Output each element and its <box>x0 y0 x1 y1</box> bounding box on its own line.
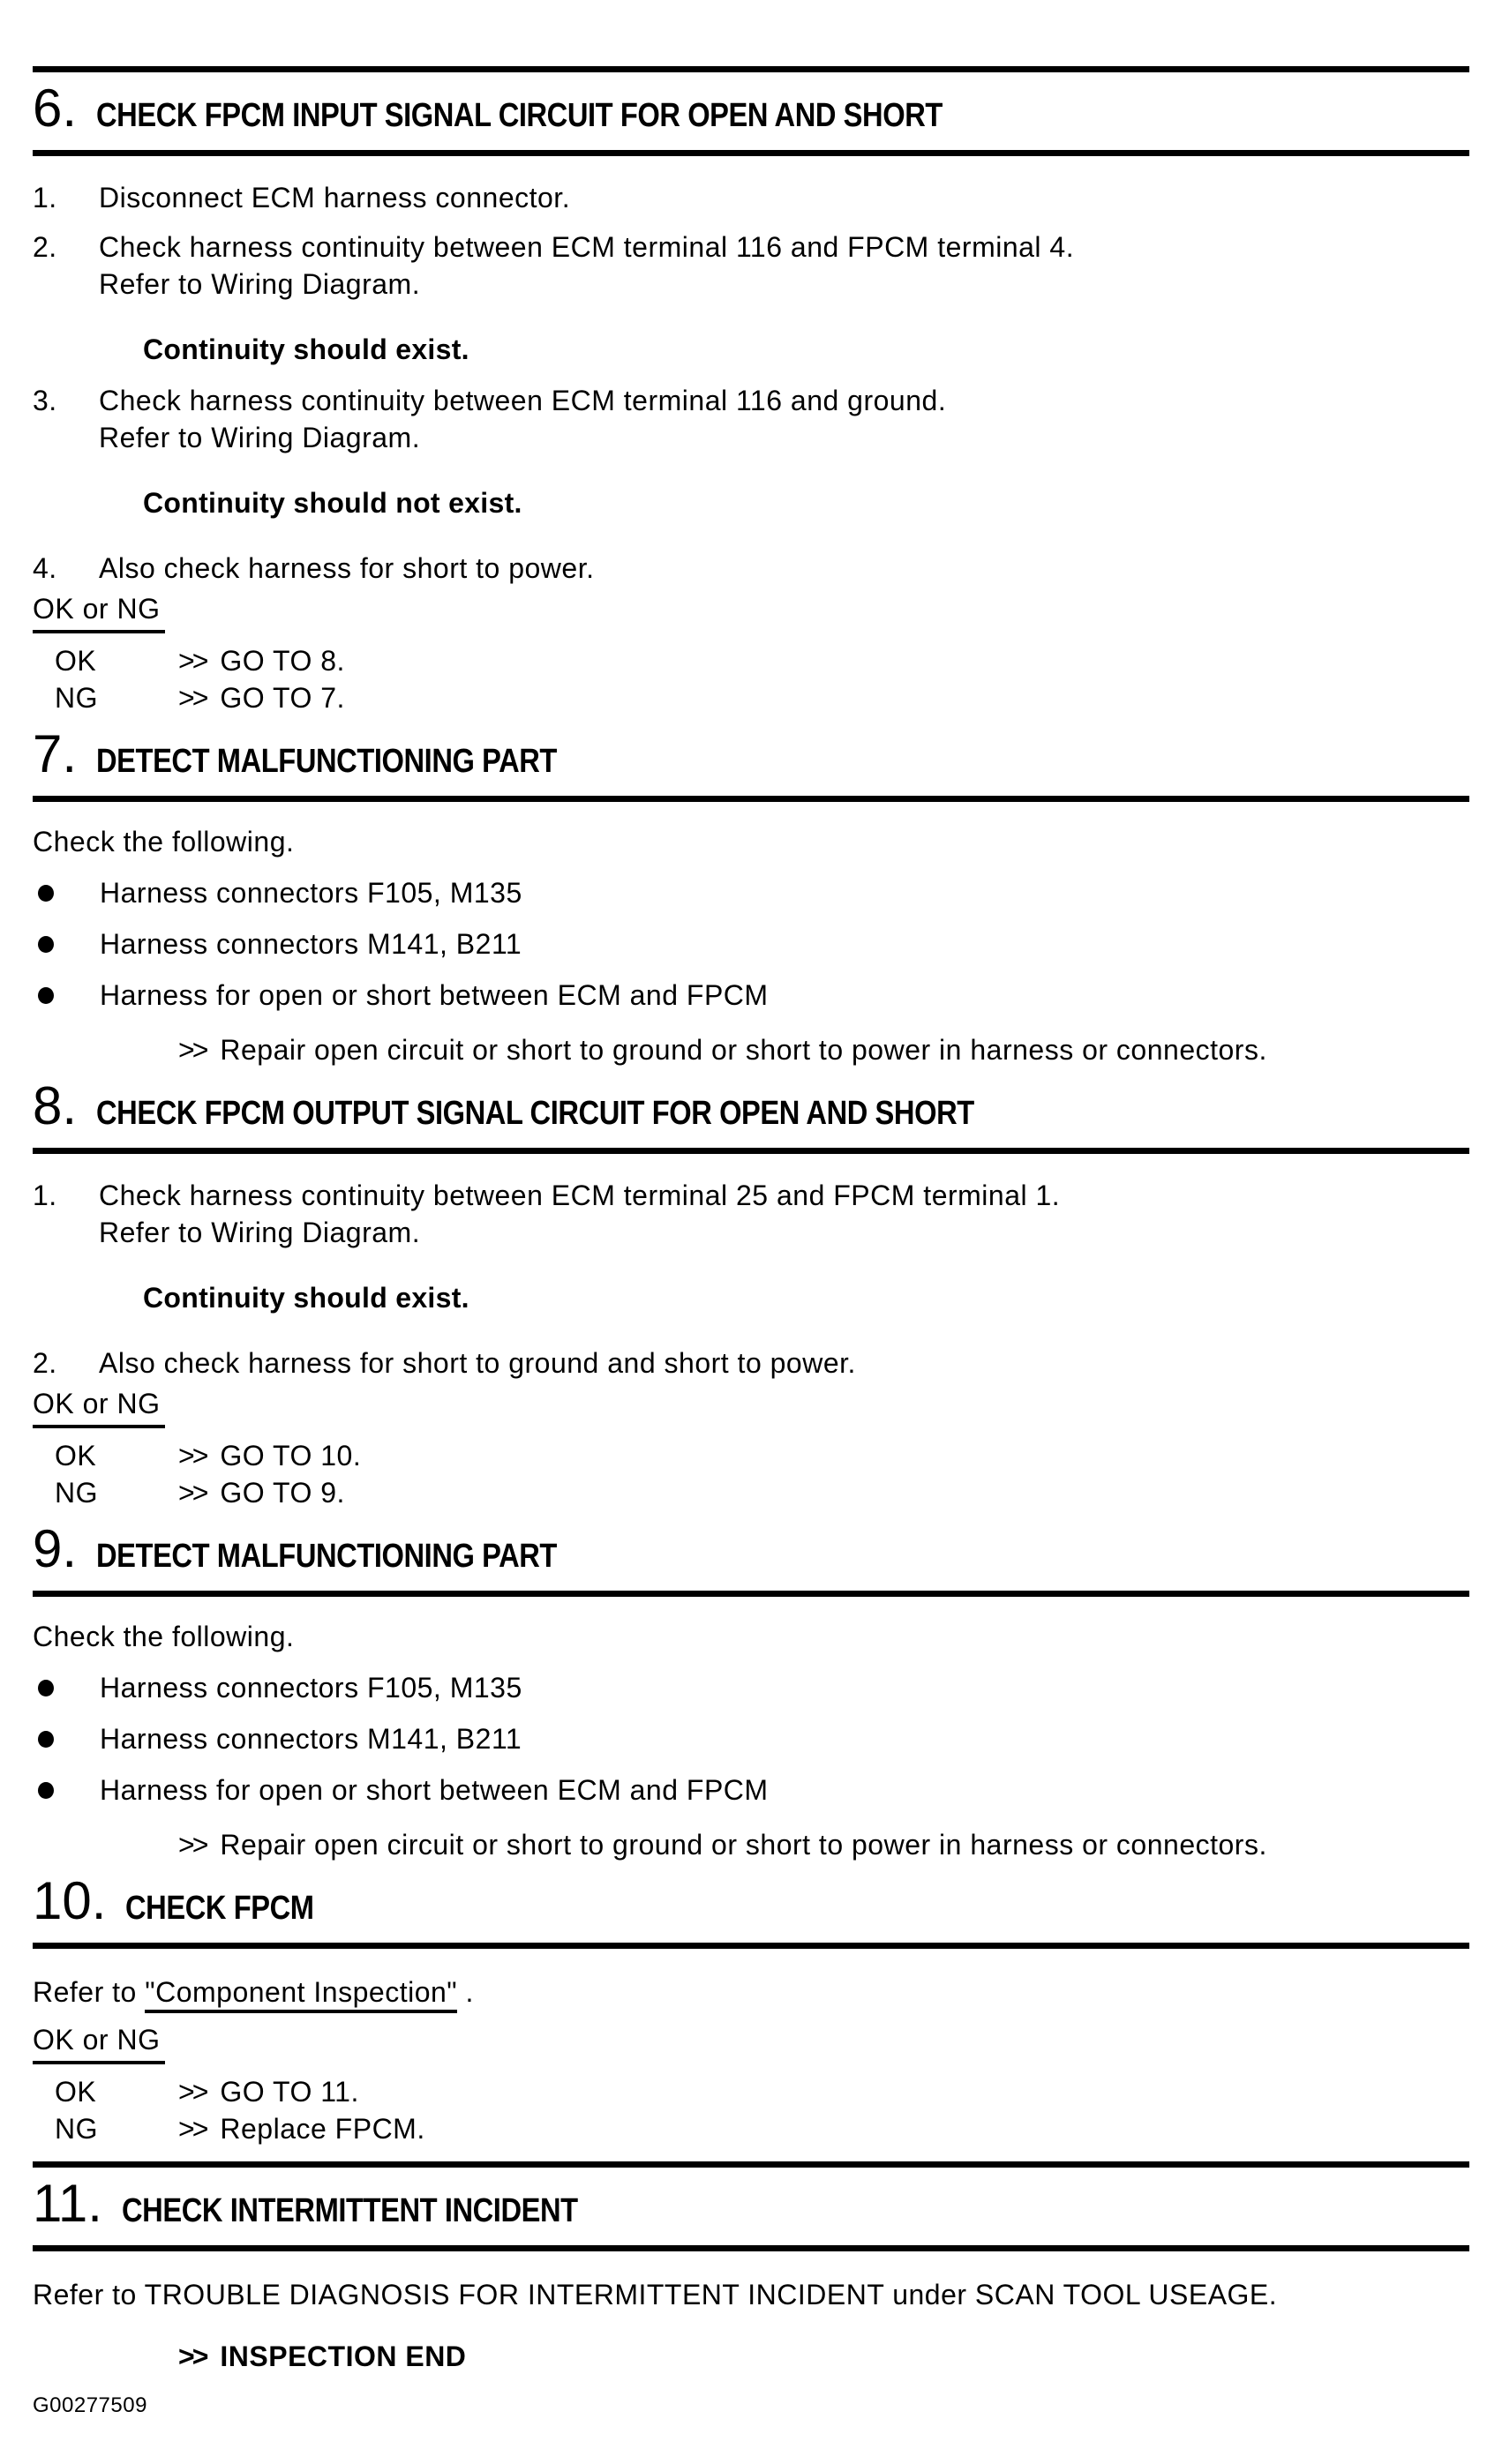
section-9-title: DETECT MALFUNCTIONING PART <box>96 1538 557 1575</box>
section-7-number: 7. <box>33 724 78 783</box>
step-text: Disconnect ECM harness connector. <box>99 182 571 213</box>
result-row-ng <box>55 1474 1469 1511</box>
component-inspection-link[interactable]: "Component Inspection" <box>145 1976 457 2013</box>
step-number: 2. <box>33 1347 57 1379</box>
section-6-number: 6. <box>33 79 78 138</box>
double-chevron-icon: >> <box>178 1440 207 1472</box>
section-8-number: 8. <box>33 1076 78 1135</box>
ok-or-ng-heading: OK or NG <box>33 1385 1469 1428</box>
section-7-header <box>33 724 1469 789</box>
double-chevron-icon: >> <box>178 1034 207 1066</box>
refer-line <box>33 1973 1469 2011</box>
result-label: OK <box>55 1440 97 1472</box>
section-8-title: CHECK FPCM OUTPUT SIGNAL CIRCUIT FOR OPEN AND SHORT <box>96 1095 974 1132</box>
ok-or-ng-heading: OK or NG <box>33 590 1469 633</box>
step-number: 1. <box>33 1180 57 1211</box>
step-number: 1. <box>33 182 57 213</box>
result-row-ok <box>55 1437 1469 1474</box>
divider <box>33 2245 1469 2251</box>
results-section-8 <box>55 1437 1469 1511</box>
step-text: Refer to Wiring Diagram. <box>99 422 421 453</box>
spec-line: Continuity should exist. <box>143 1282 469 1314</box>
list-item <box>33 1771 1469 1809</box>
result-label: NG <box>55 2113 98 2145</box>
section-10-header <box>33 1871 1469 1936</box>
step-6-3 <box>33 382 1469 456</box>
step-8-1 <box>33 1177 1469 1251</box>
refer-suffix: . <box>457 1976 474 2008</box>
section-9-number: 9. <box>33 1519 78 1578</box>
bullet-text: Harness connectors M141, B211 <box>100 1723 522 1755</box>
step-text: Refer to Wiring Diagram. <box>99 268 421 300</box>
divider-above-section-11 <box>33 2161 1469 2168</box>
section-8-header <box>33 1076 1469 1141</box>
action-text: Repair open circuit or short to ground or short to power in harness or connectors. <box>220 1034 1267 1066</box>
section-6-title: CHECK FPCM INPUT SIGNAL CIRCUIT FOR OPEN AND SHORT <box>96 97 943 134</box>
bullet-icon <box>38 1731 54 1748</box>
list-item <box>33 1720 1469 1757</box>
step-text: Check harness continuity between ECM terminal 116 and ground. <box>99 385 947 416</box>
step-text: Also check harness for short to ground and short to power. <box>99 1347 856 1379</box>
results-section-10 <box>55 2073 1469 2147</box>
bullet-text: Harness for open or short between ECM and FPCM <box>100 979 769 1011</box>
double-chevron-icon: >> <box>178 645 207 677</box>
spec-line: Continuity should exist. <box>143 333 469 365</box>
intro-text: Check the following. <box>33 826 295 858</box>
result-action: GO TO 8. <box>220 645 345 677</box>
result-action: GO TO 9. <box>220 1477 345 1509</box>
section-11-title: CHECK INTERMITTENT INCIDENT <box>121 2192 578 2229</box>
bullet-text: Harness connectors M141, B211 <box>100 928 522 960</box>
refer-prefix: Refer to <box>33 1976 146 2008</box>
intro-text: Check the following. <box>33 1621 295 1652</box>
step-text: Check harness continuity between ECM terminal 25 and FPCM terminal 1. <box>99 1180 1061 1211</box>
list-item <box>33 874 1469 911</box>
result-action: GO TO 10. <box>220 1440 362 1472</box>
section-6-header <box>33 81 1469 143</box>
section-10-number: 10. <box>33 1871 107 1930</box>
bullet-icon <box>38 987 54 1004</box>
double-chevron-icon: >> <box>178 682 207 714</box>
result-label: NG <box>55 1477 98 1509</box>
section-11-number: 11. <box>33 2174 102 2233</box>
divider <box>33 796 1469 802</box>
spec-line: Continuity should not exist. <box>143 487 522 519</box>
result-label: NG <box>55 682 98 714</box>
result-action: GO TO 11. <box>220 2076 359 2108</box>
action-text: INSPECTION END <box>220 2340 467 2372</box>
result-action: Replace FPCM. <box>220 2113 425 2145</box>
bullet-icon <box>38 1782 54 1799</box>
double-chevron-icon: >> <box>178 1477 207 1509</box>
divider <box>33 1148 1469 1154</box>
step-8-2 <box>33 1344 1469 1382</box>
bullet-icon <box>38 885 54 902</box>
section-10-title: CHECK FPCM <box>125 1890 314 1927</box>
list-item <box>33 925 1469 962</box>
step-number: 4. <box>33 552 57 584</box>
bullet-icon <box>38 1680 54 1696</box>
action-text: Repair open circuit or short to ground or short to power in harness or connectors. <box>220 1829 1267 1861</box>
step-6-1 <box>33 179 1469 216</box>
bullet-text: Harness connectors F105, M135 <box>100 1672 522 1704</box>
list-item <box>33 977 1469 1014</box>
result-label: OK <box>55 645 97 677</box>
divider-top <box>33 66 1469 72</box>
figure-id: G00277509 <box>33 2393 147 2417</box>
step-number: 3. <box>33 385 57 416</box>
step-text: Check harness continuity between ECM terminal 116 and FPCM terminal 4. <box>99 231 1075 263</box>
step-6-2 <box>33 228 1469 303</box>
double-chevron-icon: >> <box>178 2340 207 2372</box>
result-row-ok <box>55 2073 1469 2110</box>
results-section-6 <box>55 642 1469 716</box>
result-row-ok <box>55 642 1469 679</box>
action-line <box>178 1031 1469 1068</box>
divider <box>33 1591 1469 1597</box>
list-item <box>33 1669 1469 1706</box>
section-11-header <box>33 2176 1469 2238</box>
step-number: 2. <box>33 231 57 263</box>
divider <box>33 1943 1469 1949</box>
step-text: Also check harness for short to power. <box>99 552 595 584</box>
result-row-ng <box>55 2110 1469 2147</box>
double-chevron-icon: >> <box>178 2113 207 2145</box>
service-manual-page <box>0 66 1502 2464</box>
result-row-ng <box>55 679 1469 716</box>
double-chevron-icon: >> <box>178 1829 207 1861</box>
bullet-icon <box>38 936 54 953</box>
divider <box>33 150 1469 156</box>
result-action: GO TO 7. <box>220 682 345 714</box>
bullet-text: Harness for open or short between ECM and FPCM <box>100 1774 769 1806</box>
inspection-end-line <box>178 2338 1469 2375</box>
double-chevron-icon: >> <box>178 2076 207 2108</box>
result-label: OK <box>55 2076 97 2108</box>
ok-or-ng-heading: OK or NG <box>33 2021 1469 2064</box>
bullet-text: Harness connectors F105, M135 <box>100 877 522 909</box>
section-9-header <box>33 1519 1469 1584</box>
step-text: Refer to Wiring Diagram. <box>99 1217 421 1248</box>
action-line <box>178 1826 1469 1863</box>
refer-line: Refer to TROUBLE DIAGNOSIS FOR INTERMITTENT INCIDENT under SCAN TOOL USEAGE. <box>33 2279 1278 2310</box>
section-7-title: DETECT MALFUNCTIONING PART <box>96 743 557 780</box>
step-6-4 <box>33 550 1469 587</box>
